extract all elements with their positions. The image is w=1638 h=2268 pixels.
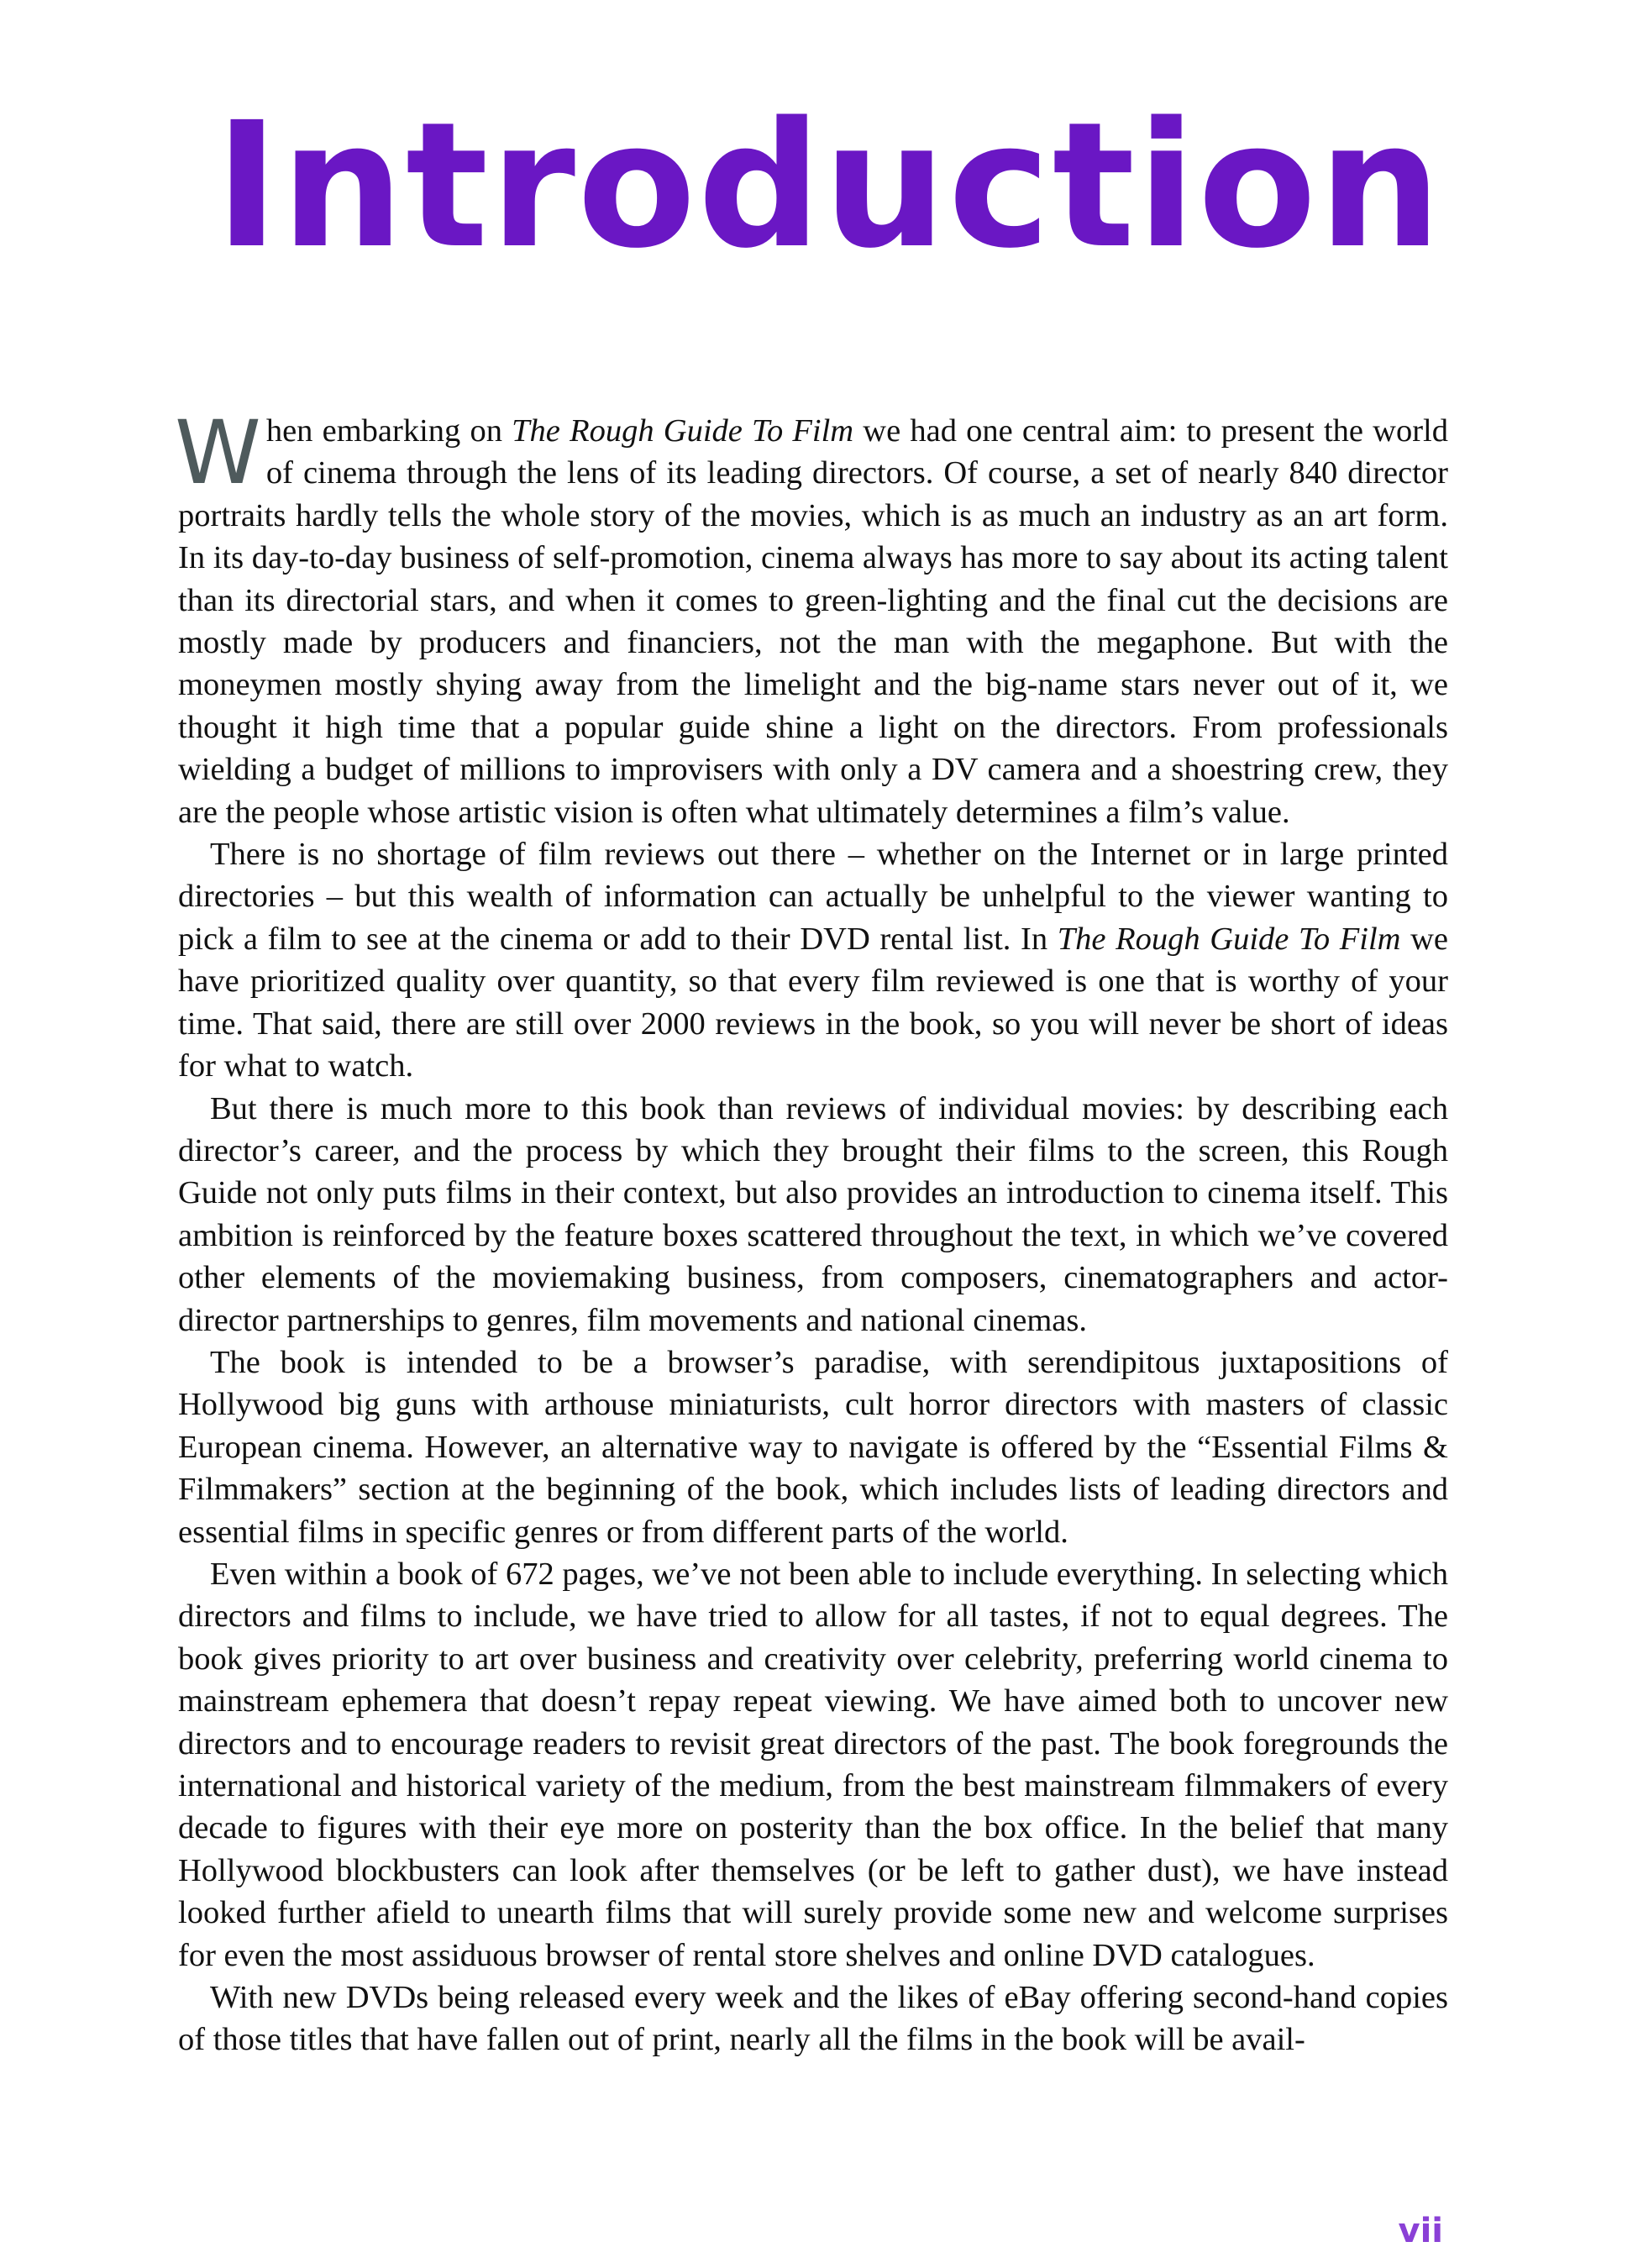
drop-cap: W [175,402,261,504]
paragraph-3: But there is much more to this book than reviews of individual movies: by describing each director’s career, and the process by which they brought their films to the screen, this Rough Guide not only puts films in their context, but also provides an introduction to cinema itself. This ambition is reinforced by the feature boxes scattered throughout the text, in which we’ve covered other elements of the moviemaking business, from composers, cinematographers and actor-director partnerships to genres, film movements and national cinemas. [178,1090,1448,1338]
page-title: Introduction [214,85,1443,286]
paragraph-1-text-c: we had one central aim: to present the world of cinema through the lens of its leading directors. Of course, a set of nearly 840 director portraits hardly tells the whole story of the movies, which is as much an industry as an art form. In its day-to-day business of self-promotion, cinema always has more to say about its acting talent than its directorial stars, and when it comes to green-lighting and the final cut the decisions are mostly made by producers and financiers, not the man with the megaphone. But with the moneymen mostly shying away from the limelight and the big-name stars never out of it, we thought it high time that a popular guide shine a light on the directors. From professionals wielding a budget of millions to improvisers with only a DV camera and a shoestring crew, they are the people whose artistic vision is often what ultimately determines a film’s value. [178,413,1448,830]
book-title-italic: The Rough Guide To Film [512,413,854,449]
paragraph-6: With new DVDs being released every week and the likes of eBay offering second-hand copies of those titles that have fallen out of print, nearly all the films in the book will be avail- [178,1980,1448,2058]
paragraph-2 [178,833,1448,1087]
paragraph-5: Even within a book of 672 pages, we’ve not been able to include everything. In selecting which directors and films to include, we have tried to allow for all tastes, if not to equal degrees. The book gives priority to art over business and creativity over celebrity, preferring world cinema to mainstream ephemera that doesn’t repay repeat viewing. We have aimed both to uncover new directors and to encourage readers to revisit great directors of the past. The book foregrounds the international and historical variety of the medium, from the best mainstream filmmakers of every decade to figures with their eye more on posterity than the box office. In the belief that many Hollywood blockbusters can look after themselves (or be left to gather dust), we have instead looked further afield to unearth films that will surely provide some new and welcome surprises for even the most assiduous browser of rental store shelves and online DVD catalogues. [178,1556,1448,1973]
book-title-italic: The Rough Guide To Film [1057,921,1401,957]
paragraph-4: The book is intended to be a browser’s paradise, with serendipitous juxtapositions of Hollywood big guns with arthouse miniaturists, cult horror directors with masters of classic European cinema. However, an alternative way to navigate is offered by the “Essential Films & Filmmakers” section at the beginning of the book, which includes lists of leading directors and essential films in specific genres or from different parts of the world. [178,1344,1448,1550]
paragraph-2-text-a: There is no shortage of film reviews out there – whether on the Internet or in large printed directories – but this wealth of information can actually be unhelpful to the viewer wanting to pick a film to see at the cinema or add to their DVD rental list. In [178,837,1448,957]
paragraph-1-text-a: hen embarking on [265,413,512,449]
paragraph-2-text-c: we have prioritized quality over quantity, so that every film reviewed is one that is worthy of your time. That said, there are still over 2000 reviews in the book, so you will never be short of ideas for what to watch. [178,921,1448,1084]
paragraph-1 [175,402,1448,833]
article-body [175,402,1448,2061]
page-number: vii [1398,2212,1443,2250]
